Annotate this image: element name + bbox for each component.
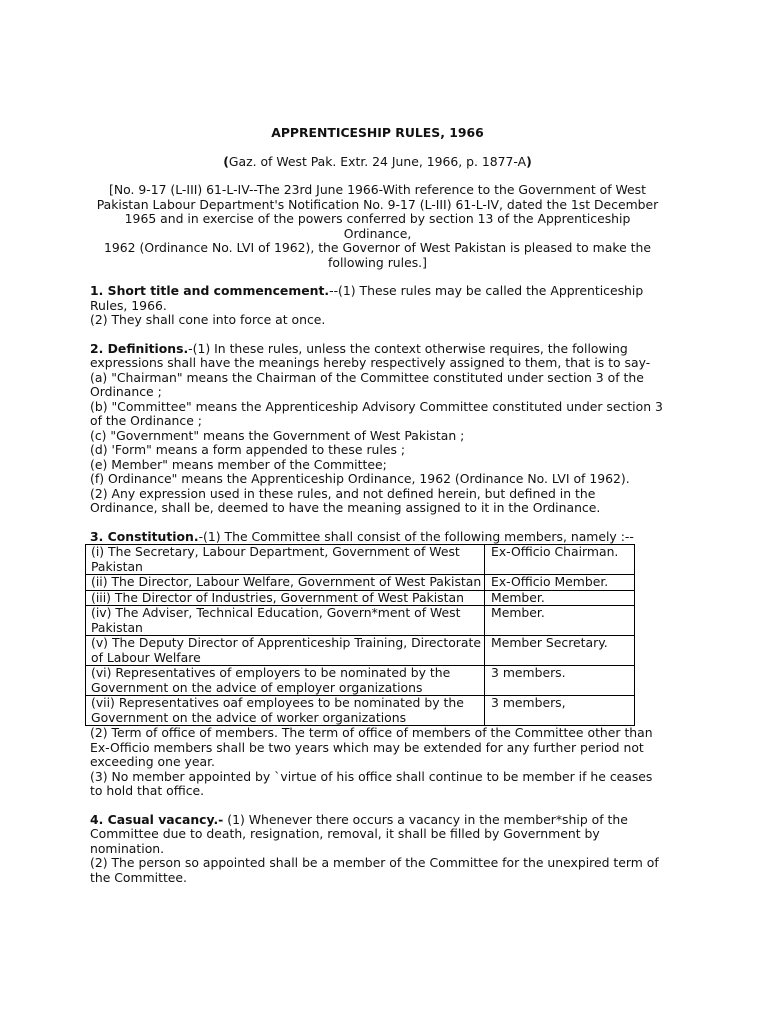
section-clause: (2) Term of office of members. The term of office of members of the Committee other than Ex-Officio members shall be two years which may be extended for any further period not exceeding one year. [90,725,653,769]
intro-line: following rules.] [328,254,427,270]
table-row [86,666,635,696]
intro-line: 1965 and in exercise of the powers conferred by section 13 of the Apprenticeship Ordinance, [124,211,631,241]
table-row [86,575,635,591]
member-cell: (vii) Representatives oaf employees to be nominated by the Government on the advice of worker organizations [86,696,485,726]
document-page [90,126,665,885]
definition-item: (c) "Government" means the Government of West Pakistan ; [90,427,465,443]
section-text: --(1) These rules may be called the Apprenticeship Rules, 1966. [90,283,644,313]
member-cell: (v) The Deputy Director of Apprenticeship Training, Directorate of Labour Welfare [86,636,485,666]
intro-line: 1962 (Ordinance No. LVI of 1962), the Governor of West Pakistan is pleased to make the [104,240,651,255]
role-cell: 3 members. [485,666,635,696]
role-cell: Ex-Officio Chairman. [485,545,635,575]
gazette-close-paren: ) [526,153,532,169]
committee-members-table [85,544,635,726]
definition-item: (a) "Chairman" means the Chairman of the Committee constituted under section 3 of the Ordinance ; [90,369,644,399]
definition-item: (b) "Committee" means the Apprenticeship Advisory Committee constituted under section 3 of the Ordinance ; [90,398,663,428]
table-row [86,696,635,726]
intro-line: [No. 9-17 (L-III) 61-L-IV--The 23rd June 1966-With reference to the Government of West [109,182,646,197]
table-row [86,545,635,575]
gazette-open-paren: ( [223,153,229,169]
definition-item: (e) Member" means member of the Committee; [90,456,387,472]
member-cell: (ii) The Director, Labour Welfare, Government of West Pakistan [86,575,485,591]
section-clause: (2) The person so appointed shall be a member of the Committee for the unexpired term of the Committee. [90,855,659,885]
section-text: -(1) In these rules, unless the context otherwise requires, the following expressions shall have the meanings hereby respectively assigned to them, that is to say- [90,340,651,370]
member-cell: (vi) Representatives of employers to be nominated by the Government on the advice of employer organizations [86,666,485,696]
section-heading: 1. Short title and commencement. [90,283,330,298]
definition-item: (f) Ordinance" means the Apprenticeship Ordinance, 1962 (Ordinance No. LVI of 1962). [90,471,630,486]
role-cell: 3 members, [485,696,635,726]
section-short-title [90,284,665,328]
section-heading: 4. Casual vacancy.- [90,811,224,827]
section-clause: (3) No member appointed by `virtue of his office shall continue to be member if he ceases to hold that office. [90,768,653,798]
role-cell: Member. [485,590,635,606]
table-row [86,590,635,606]
member-cell: (iii) The Director of Industries, Government of West Pakistan [86,590,485,606]
section-constitution [90,530,665,799]
section-clause: (2) They shall cone into force at once. [90,312,326,327]
section-text: -(1) The Committee shall consist of the following members, namely :-- [198,528,634,544]
table-row [86,606,635,636]
role-cell: Member Secretary. [485,636,635,666]
intro-paragraph [90,183,665,270]
section-heading: 2. Definitions. [90,340,189,356]
role-cell: Ex-Officio Member. [485,575,635,591]
member-cell: (iv) The Adviser, Technical Education, Govern*ment of West Pakistan [86,606,485,636]
definition-item: (d) 'Form" means a form appended to these rules ; [90,442,406,457]
definition-item: (2) Any expression used in these rules, and not defined herein, but defined in the Ordinance, shall be, deemed to have the meaning assigned to it in the Ordinance. [90,485,601,515]
member-cell: (i) The Secretary, Labour Department, Government of West Pakistan [86,545,485,575]
intro-line: Pakistan Labour Department's Notification No. 9-17 (L-III) 61-L-IV, dated the 1st December [96,196,659,212]
role-cell: Member. [485,606,635,636]
section-text: (1) Whenever there occurs a vacancy in the member*ship of the Committee due to death, resignation, removal, it shall be filled by Government by nomination. [90,811,628,856]
section-casual-vacancy [90,813,665,886]
document-title: APPRENTICESHIP RULES, 1966 [271,125,484,140]
gazette-text: Gaz. of West Pak. Extr. 24 June, 1966, p. 1877-A [228,153,527,169]
table-row [86,636,635,666]
gazette-reference [90,155,665,170]
section-definitions [90,342,665,516]
section-heading: 3. Constitution. [90,528,199,544]
